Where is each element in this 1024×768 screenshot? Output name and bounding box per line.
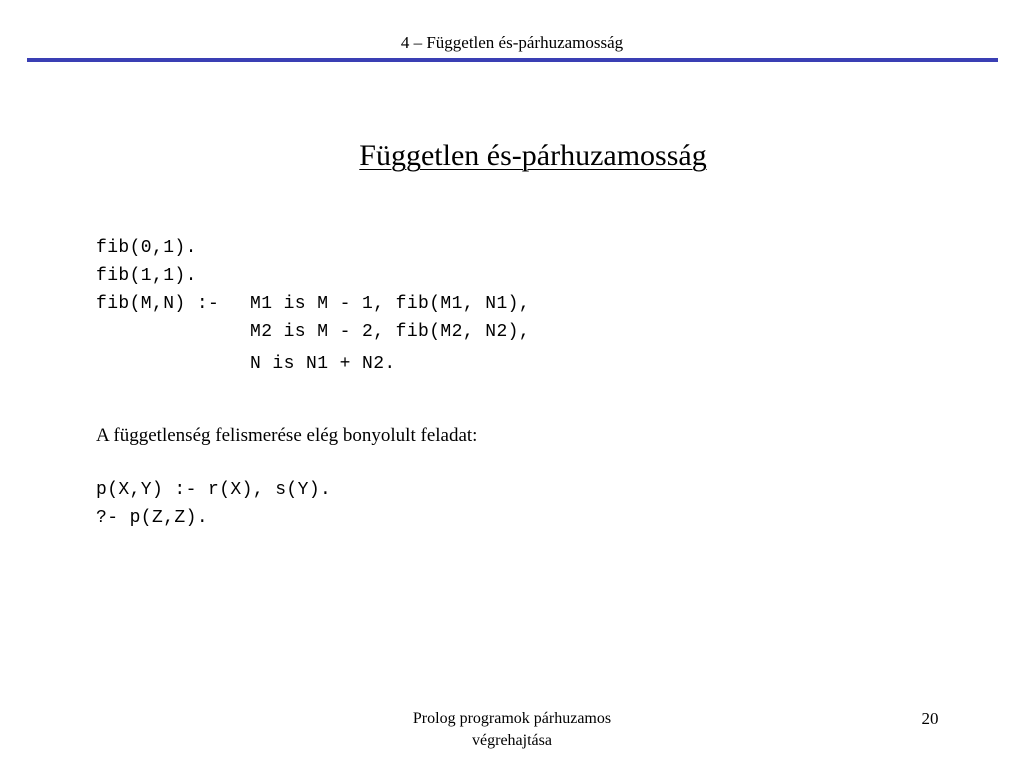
code-line: p(X,Y) :- r(X), s(Y).: [96, 480, 332, 500]
slide-title: Független és-párhuzamosság: [359, 139, 707, 172]
code-line: fib(M,N) :-: [96, 294, 220, 314]
code-line: M2 is M - 2, fib(M2, N2),: [250, 322, 531, 342]
body-text: A függetlenség felismerése elég bonyolult feladat:: [96, 425, 478, 446]
code-line: fib(0,1).: [96, 238, 197, 258]
page-number: 20: [921, 709, 939, 728]
header-title: 4 – Független és-párhuzamosság: [400, 33, 624, 52]
footer-line-2: végrehajtása: [472, 732, 552, 749]
footer-text: [362, 708, 662, 752]
code-line: ?- p(Z,Z).: [96, 508, 209, 528]
code-line: fib(1,1).: [96, 266, 197, 286]
footer-line-1: Prolog programok párhuzamos: [412, 710, 612, 727]
header-divider: [27, 58, 998, 62]
code-line: N is N1 + N2.: [250, 354, 396, 374]
code-line: M1 is M - 1, fib(M1, N1),: [250, 294, 531, 314]
